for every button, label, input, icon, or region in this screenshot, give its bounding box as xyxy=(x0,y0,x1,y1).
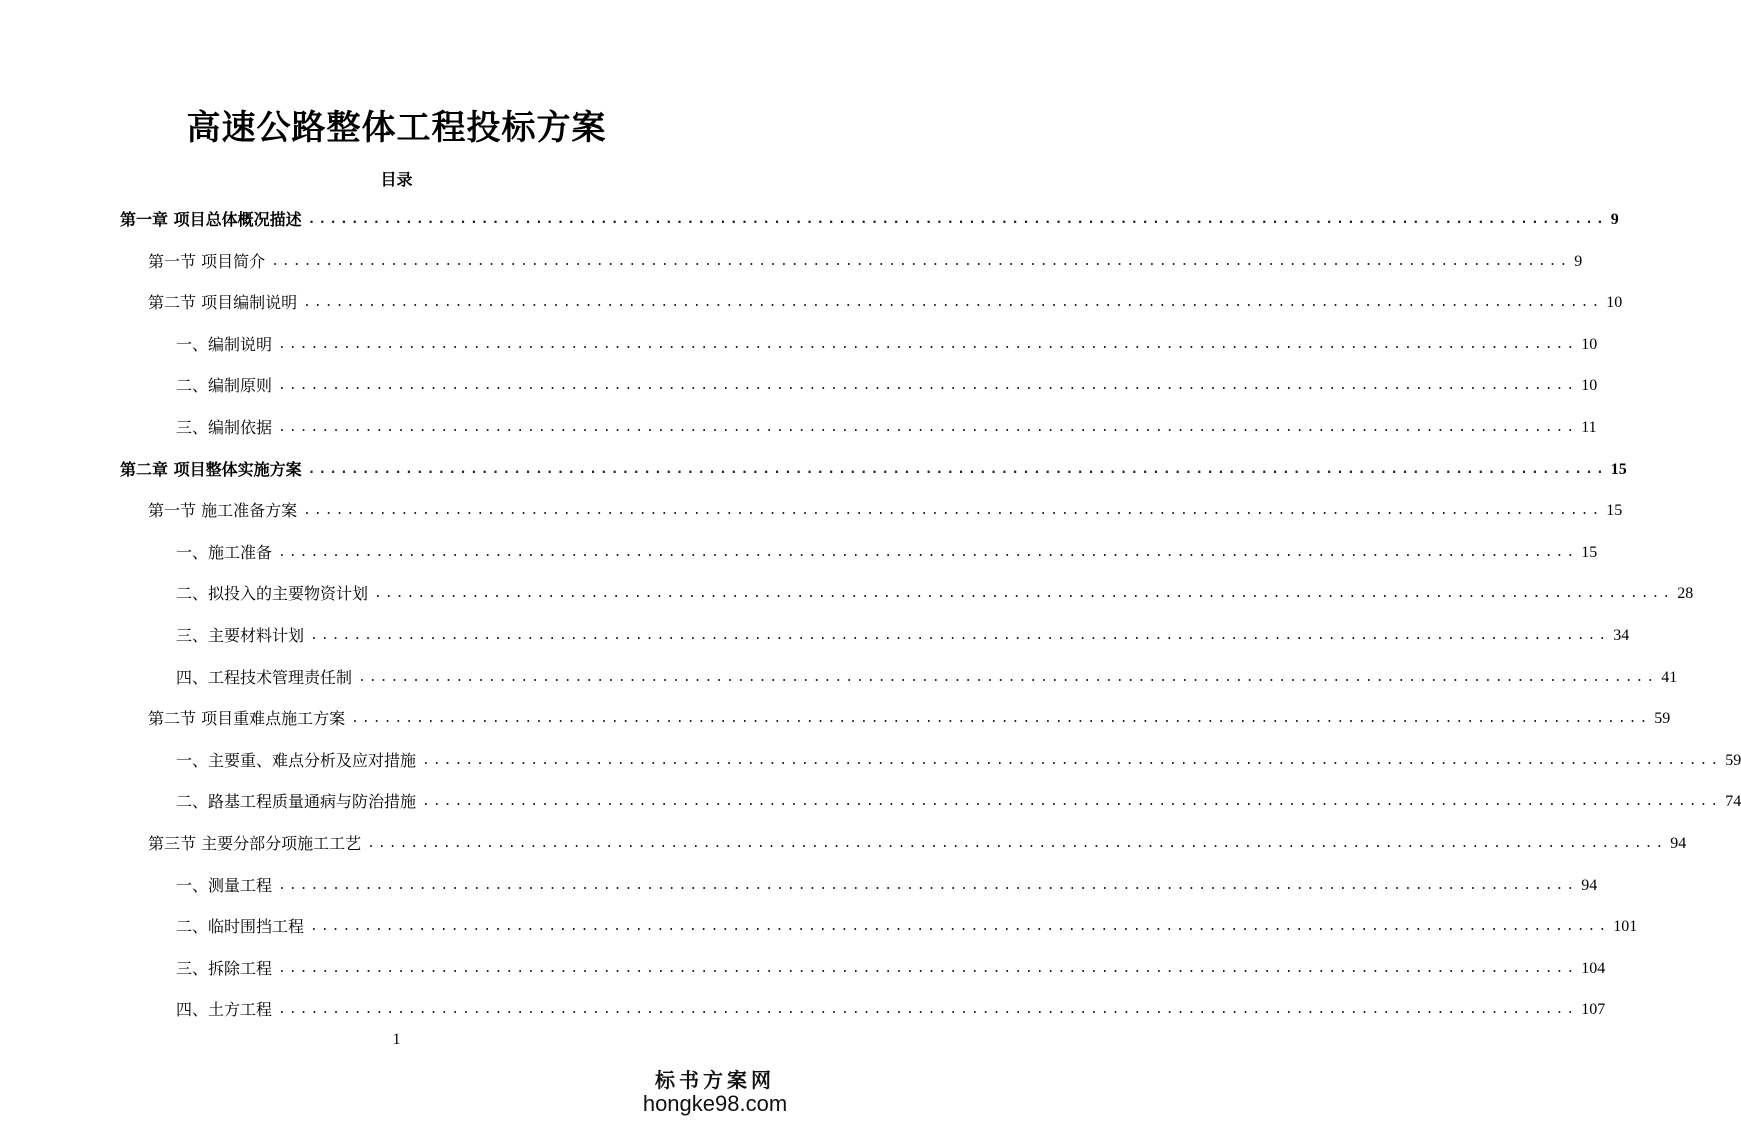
toc-dot-leader: ........................................................................................................................ xyxy=(307,462,1607,477)
toc-entry-label: 第一节 施工准备方案 xyxy=(148,501,298,520)
toc-dot-leader: ........................................................................................................................ xyxy=(278,878,1578,893)
toc-entry-page: 104 xyxy=(1581,960,1606,977)
toc-entry-page: 10 xyxy=(1581,377,1598,394)
toc-entry[interactable] xyxy=(176,373,1598,399)
toc-entry[interactable] xyxy=(176,914,1638,940)
toc-entry-page: 15 xyxy=(1606,502,1623,519)
toc-entry-page: 15 xyxy=(1581,544,1598,561)
toc-entry-label: 二、拟投入的主要物资计划 xyxy=(176,584,369,603)
toc-heading: 目录 xyxy=(380,170,413,189)
toc-entry[interactable] xyxy=(176,415,1597,441)
toc-dot-leader: ........................................................................................................................ xyxy=(367,836,1667,851)
toc-entry[interactable] xyxy=(176,873,1598,899)
toc-entry-label: 三、拆除工程 xyxy=(176,959,273,978)
toc-dot-leader: ........................................................................................................................ xyxy=(271,254,1571,269)
toc-entry-page: 9 xyxy=(1574,253,1583,270)
toc-dot-leader: ........................................................................................................................ xyxy=(374,586,1674,601)
toc-entry[interactable] xyxy=(148,290,1623,316)
toc-entry[interactable] xyxy=(148,498,1623,524)
toc-dot-leader: ........................................................................................................................ xyxy=(278,961,1578,976)
toc-dot-leader: ........................................................................................................................ xyxy=(278,378,1578,393)
toc-entry[interactable] xyxy=(176,956,1606,982)
toc-entry[interactable] xyxy=(176,748,1741,774)
toc-entry-page: 59 xyxy=(1725,752,1741,769)
toc-entry-label: 第一节 项目简介 xyxy=(148,252,266,271)
toc-entry-label: 二、临时围挡工程 xyxy=(176,917,305,936)
toc-dot-leader: ........................................................................................................................ xyxy=(303,295,1603,310)
toc-entry[interactable] xyxy=(120,457,1627,483)
toc-entry-page: 28 xyxy=(1677,585,1694,602)
toc-entry[interactable] xyxy=(148,831,1687,857)
toc-entry[interactable] xyxy=(148,706,1671,732)
toc-entry-label: 第二章 项目整体实施方案 xyxy=(120,460,302,479)
toc-entry-label: 一、施工准备 xyxy=(176,543,273,562)
toc-entry-label: 第二节 项目编制说明 xyxy=(148,293,298,312)
watermark-text-en: hongke98.com xyxy=(642,1091,788,1116)
toc-entry[interactable] xyxy=(176,540,1598,566)
toc-entry[interactable] xyxy=(176,623,1630,649)
toc-dot-leader: ........................................................................................................................ xyxy=(278,1002,1578,1017)
toc-entry-page: 10 xyxy=(1606,294,1623,311)
toc-entry-page: 94 xyxy=(1670,835,1687,852)
toc-dot-leader: ........................................................................................................................ xyxy=(307,212,1607,227)
toc-entry-page: 101 xyxy=(1613,918,1638,935)
toc-entry-page: 59 xyxy=(1654,710,1671,727)
toc-entry-page: 10 xyxy=(1581,336,1598,353)
toc-entry[interactable] xyxy=(176,581,1694,607)
toc-dot-leader: ........................................................................................................................ xyxy=(278,337,1578,352)
toc-entry-label: 四、土方工程 xyxy=(176,1000,273,1019)
toc-dot-leader: ........................................................................................................................ xyxy=(351,711,1651,726)
toc-entry-label: 第三节 主要分部分项施工工艺 xyxy=(148,834,362,853)
toc-entry-label: 一、编制说明 xyxy=(176,335,273,354)
toc-entry-page: 107 xyxy=(1581,1001,1606,1018)
toc-dot-leader: ........................................................................................................................ xyxy=(422,753,1722,768)
toc-entry-page: 15 xyxy=(1610,461,1627,478)
toc-dot-leader: ........................................................................................................................ xyxy=(310,919,1610,934)
toc-entry-page: 74 xyxy=(1725,793,1741,810)
page-number: 1 xyxy=(392,1031,401,1048)
document-title: 高速公路整体工程投标方案 xyxy=(186,108,607,148)
toc-dot-leader: ........................................................................................................................ xyxy=(303,503,1603,518)
toc-entry-page: 11 xyxy=(1581,419,1597,436)
toc-dot-leader: ........................................................................................................................ xyxy=(422,794,1722,809)
toc-entry-page: 94 xyxy=(1581,877,1598,894)
toc-entry-label: 一、主要重、难点分析及应对措施 xyxy=(176,751,417,770)
toc-entry-label: 二、路基工程质量通病与防治措施 xyxy=(176,792,417,811)
toc-entry[interactable] xyxy=(176,997,1606,1023)
toc-entry[interactable] xyxy=(176,665,1678,691)
toc-entry[interactable] xyxy=(176,332,1598,358)
toc-entry[interactable] xyxy=(120,207,1619,233)
toc-entry-label: 三、主要材料计划 xyxy=(176,626,305,645)
toc-entry-label: 第一章 项目总体概况描述 xyxy=(120,210,302,229)
watermark-text-cn: 标书方案网 xyxy=(655,1068,775,1092)
toc-entry-label: 三、编制依据 xyxy=(176,418,273,437)
toc-dot-leader: ........................................................................................................................ xyxy=(278,545,1578,560)
toc-entry-page: 34 xyxy=(1613,627,1630,644)
toc-dot-leader: ........................................................................................................................ xyxy=(310,628,1610,643)
watermark-logo xyxy=(640,1068,790,1116)
toc-entry-page: 41 xyxy=(1661,669,1678,686)
toc-entry[interactable] xyxy=(148,249,1583,275)
toc-entry-label: 二、编制原则 xyxy=(176,376,273,395)
toc-dot-leader: ........................................................................................................................ xyxy=(278,420,1578,435)
toc-dot-leader: ........................................................................................................................ xyxy=(358,670,1658,685)
toc-entry-label: 第二节 项目重难点施工方案 xyxy=(148,709,346,728)
toc-entry-label: 一、测量工程 xyxy=(176,876,273,895)
toc-entry-page: 9 xyxy=(1610,211,1619,228)
toc-entry-label: 四、工程技术管理责任制 xyxy=(176,668,353,687)
toc-entry[interactable] xyxy=(176,789,1741,815)
